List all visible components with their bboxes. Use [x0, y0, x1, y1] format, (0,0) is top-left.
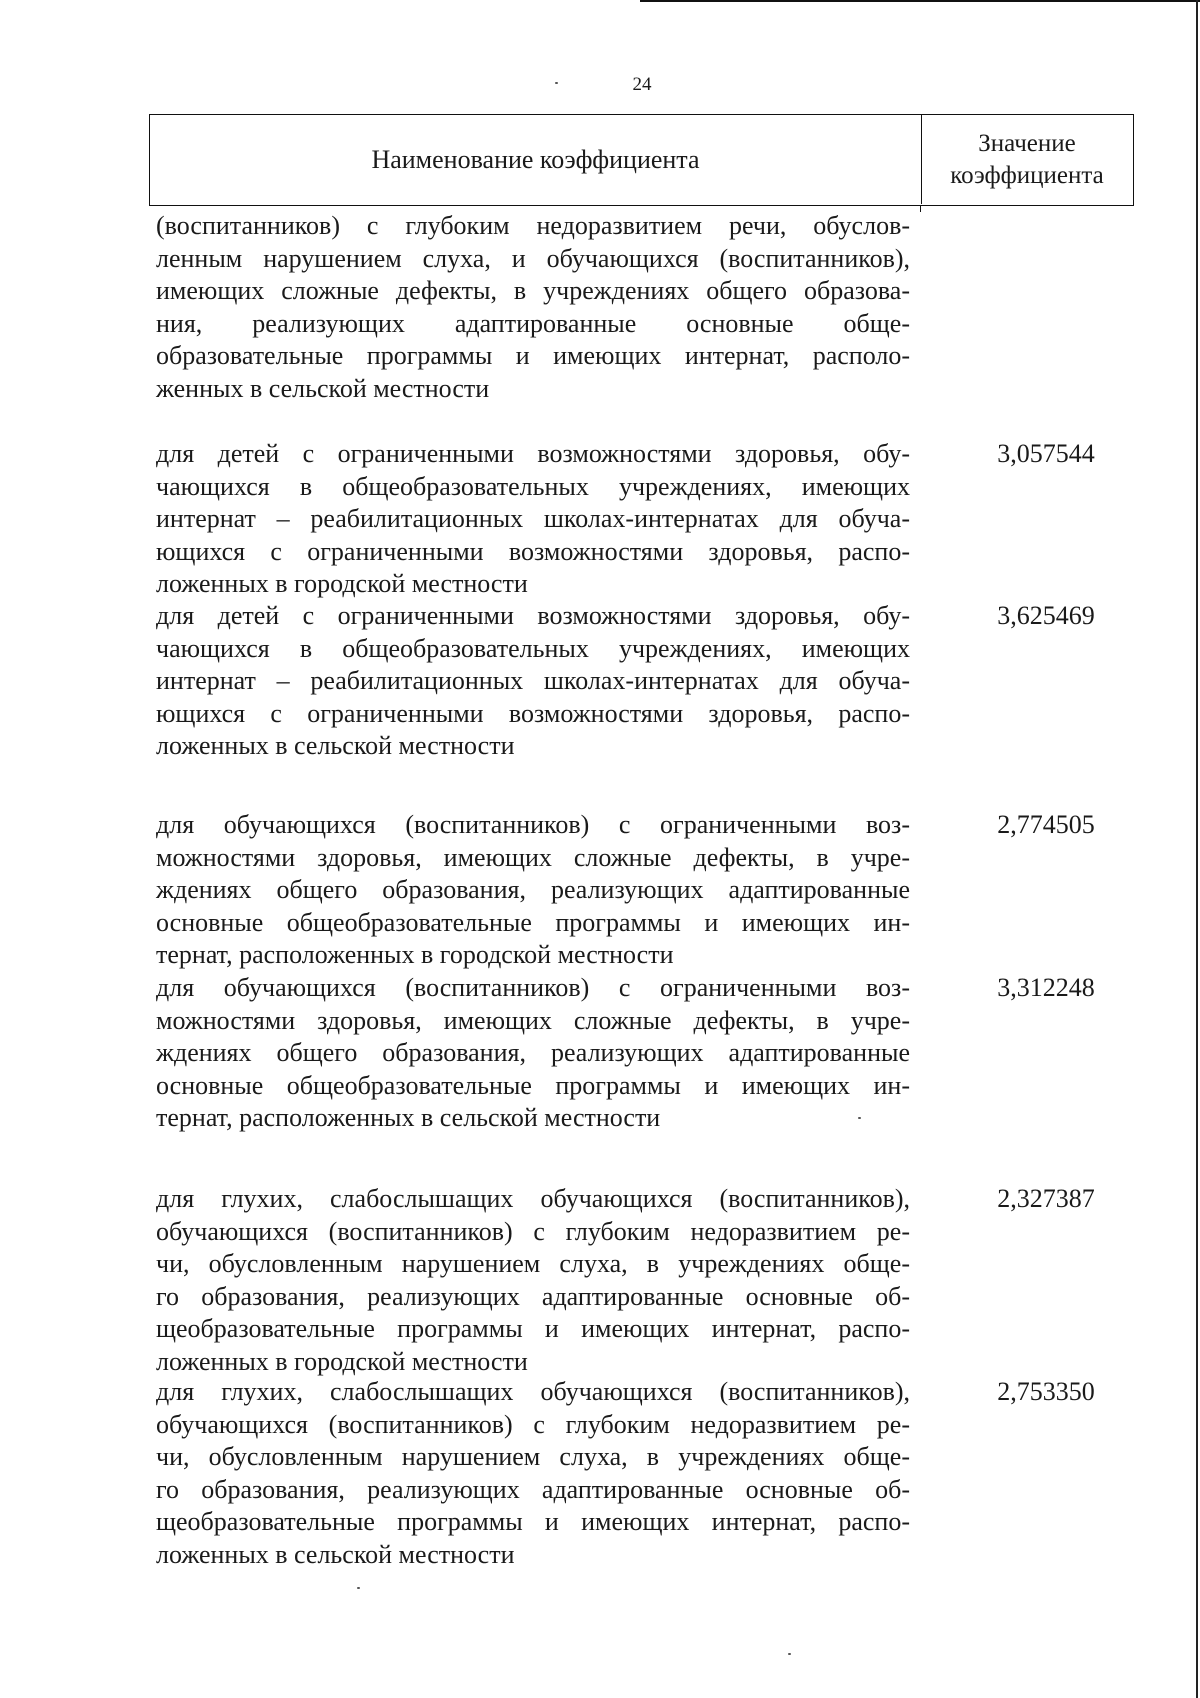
coefficient-name-line: для детей с ограниченными возможностями здоровья, обу-: [156, 601, 910, 630]
coefficient-name-line: имеющих сложные дефекты, в учреждениях общего образова-: [156, 276, 910, 305]
coefficient-name-line: щеобразовательные программы и имеющих интернат, распо-: [156, 1507, 910, 1536]
coefficient-name-line: ждениях общего образования, реализующих адаптированные: [156, 1038, 910, 1067]
coefficient-name-line: обучающихся (воспитанников) с глубоким недоразвитием ре-: [156, 1216, 910, 1246]
coefficient-name: [156, 600, 910, 763]
coefficient-name-line: для глухих, слабослышащих обучающихся (воспитанников),: [156, 1184, 910, 1213]
coefficient-name-line: можностями здоровья, имеющих сложные дефекты, в учре-: [156, 842, 910, 872]
coefficient-name-line: ния, реализующих адаптированные основные обще-: [156, 308, 910, 338]
page-number: 24: [632, 74, 652, 95]
coefficient-name-line: ложенных в сельской местности: [156, 731, 515, 760]
coefficient-name-line: ленным нарушением слуха, и обучающихся (воспитанников),: [156, 243, 910, 273]
coefficient-name: [156, 1376, 910, 1571]
scan-speck: [788, 1653, 791, 1655]
scan-speck: [357, 1587, 360, 1589]
coefficient-name-line: щеобразовательные программы и имеющих интернат, распо-: [156, 1314, 910, 1343]
coefficient-name-line: ющихся с ограниченными возможностями здоровья, распо-: [156, 536, 910, 566]
coefficient-name-line: можностями здоровья, имеющих сложные дефекты, в учре-: [156, 1005, 910, 1035]
scan-edge-right: [1196, 0, 1198, 1698]
column-divider: [920, 206, 921, 212]
coefficient-name: [156, 1183, 910, 1378]
coefficient-name-line: ющихся с ограниченными возможностями здоровья, распо-: [156, 698, 910, 728]
coefficient-name-line: основные общеобразовательные программы и имеющих ин-: [156, 907, 910, 937]
coefficient-name-line: чающихся в общеобразовательных учреждениях, имеющих: [156, 633, 910, 663]
coefficient-value: 3,312248: [997, 973, 1095, 1002]
coefficient-name-line: интернат – реабилитационных школах-интернатах для обуча-: [156, 504, 910, 533]
coefficient-name-line: образовательные программы и имеющих интернат, располо-: [156, 341, 910, 370]
coefficient-name-line: го образования, реализующих адаптированные основные об-: [156, 1281, 910, 1311]
coefficient-name-line: ждениях общего образования, реализующих адаптированные: [156, 875, 910, 904]
coefficient-name-line: чи, обусловленным нарушением слуха, в учреждениях обще-: [156, 1442, 910, 1471]
coefficient-name-line: чающихся в общеобразовательных учреждениях, имеющих: [156, 471, 910, 501]
scan-edge-top: [640, 0, 1200, 2]
coefficient-name-line: ложенных в сельской местности: [156, 1539, 515, 1569]
coefficient-name: [156, 809, 910, 972]
scan-speck: [555, 82, 558, 84]
header-value-column: Значение коэффициента: [950, 129, 1104, 189]
table-header: [149, 114, 1134, 206]
coefficient-value: 2,774505: [997, 810, 1095, 839]
coefficient-name-line: для обучающихся (воспитанников) с ограниченными воз-: [156, 810, 910, 839]
coefficient-name-line: женных в сельской местности: [156, 373, 490, 403]
coefficient-name-line: (воспитанников) с глубоким недоразвитием речи, обуслов-: [156, 211, 910, 240]
coefficient-name-line: интернат – реабилитационных школах-интернатах для обуча-: [156, 666, 910, 695]
coefficient-name-line: ложенных в городской местности: [156, 1346, 528, 1376]
coefficient-name: [156, 438, 910, 601]
coefficient-value: 3,057544: [997, 439, 1095, 468]
coefficient-name-line: чи, обусловленным нарушением слуха, в учреждениях обще-: [156, 1249, 910, 1278]
coefficient-name: [156, 972, 910, 1135]
coefficient-value: 2,327387: [997, 1184, 1095, 1213]
coefficient-value: 2,753350: [997, 1377, 1095, 1406]
coefficient-name-line: тернат, расположенных в городской местности: [156, 940, 674, 969]
coefficient-value: 3,625469: [997, 601, 1095, 630]
coefficient-name-line: для глухих, слабослышащих обучающихся (воспитанников),: [156, 1377, 910, 1406]
coefficient-name-line: ложенных в городской местности: [156, 569, 528, 598]
coefficient-name: [156, 210, 910, 405]
coefficient-name-line: для детей с ограниченными возможностями здоровья, обу-: [156, 439, 910, 468]
coefficient-name-line: тернат, расположенных в сельской местности: [156, 1103, 661, 1132]
coefficient-name-line: го образования, реализующих адаптированные основные об-: [156, 1474, 910, 1504]
coefficient-name-line: обучающихся (воспитанников) с глубоким недоразвитием ре-: [156, 1409, 910, 1439]
coefficient-name-line: для обучающихся (воспитанников) с ограниченными воз-: [156, 973, 910, 1002]
coefficient-name-line: основные общеобразовательные программы и имеющих ин-: [156, 1070, 910, 1100]
header-name-column: Наименование коэффициента: [150, 115, 922, 204]
